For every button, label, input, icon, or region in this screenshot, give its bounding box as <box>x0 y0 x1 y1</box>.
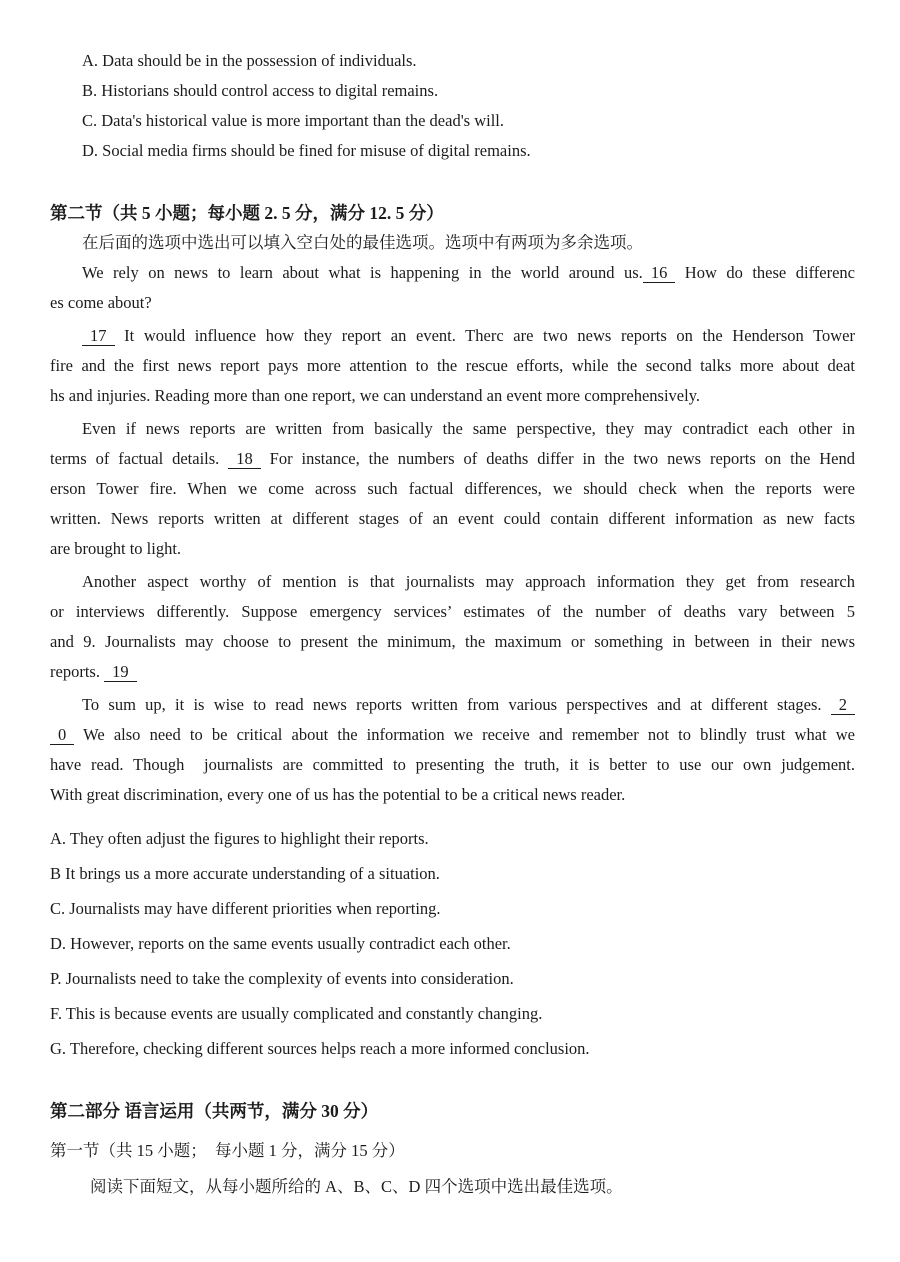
text-run: We also need to be critical about the information we receive and remember not to blindly trust what we <box>74 725 855 744</box>
paragraph-line <box>50 597 855 627</box>
heading-section-2: 第二节（共 5 小题；每小题 2. 5 分，满分 12. 5 分） <box>50 203 444 223</box>
text-run: To sum up, it is wise to read news reports written from various perspectives and at different stages. <box>82 695 831 714</box>
paragraph-line <box>50 474 855 504</box>
options-16-20-a-g-item-5: F. This is because events are usually complicated and constantly changing. <box>50 1004 543 1023</box>
options-reading-a-d-item-1: B. Historians should control access to digital remains. <box>82 81 439 100</box>
heading-part2-section-1: 第一节（共 15 小题； 每小题 1 分，满分 15 分） <box>50 1141 405 1160</box>
text-run: and 9. Journalists may choose to present the minimum, the maximum or something in between in their news <box>50 632 855 651</box>
text-run: It would influence how they report an event. Therc are two news reports on the Henderson Tower <box>114 326 855 345</box>
text-run: hs and injuries. Reading more than one report, we can understand an event more comprehensively. <box>50 386 701 405</box>
text-run: or interviews differently. Suppose emergency services’ estimates of the number of deaths vary between 5 <box>50 602 855 621</box>
options-reading-a-d-item-3: D. Social media firms should be fined for misuse of digital remains. <box>82 141 531 160</box>
options-reading-a-d-item-0: A. Data should be in the possession of individuals. <box>82 51 417 70</box>
text-run: For instance, the numbers of deaths differ in the two news reports on the Hend <box>260 449 855 468</box>
spacer-before-part2 <box>50 1066 855 1096</box>
heading-part-2: 第二部分 语言运用（共两节，满分 30 分） <box>50 1101 379 1121</box>
paragraph-line <box>50 444 855 474</box>
blank-16: 16 <box>643 263 676 283</box>
blank-18: 18 <box>228 449 261 469</box>
para-blank-20 <box>50 690 855 810</box>
blank-19: 19 <box>104 662 137 682</box>
paragraph-line <box>50 567 855 597</box>
options-16-20-a-g-item-4: P. Journalists need to take the complexity of events into consideration. <box>50 969 514 988</box>
blank-20a: 2 <box>831 695 855 715</box>
text-run: How do these differenc <box>675 263 855 282</box>
paragraph-line <box>50 657 855 687</box>
paragraph-line <box>50 381 855 411</box>
para-blank-16 <box>50 258 855 318</box>
paragraph-line <box>50 750 855 780</box>
blank-17: 17 <box>82 326 115 346</box>
text-run: Even if news reports are written from basically the same perspective, they may contradict each other in <box>82 419 855 438</box>
text-run: have read. Though journalists are committed to presenting the truth, it is better to use our own judgement. <box>50 755 855 774</box>
paragraph-line <box>50 627 855 657</box>
blank-20b: 0 <box>50 725 74 745</box>
document-body <box>50 46 855 1202</box>
text-run: We rely on news to learn about what is happening in the world around us. <box>82 263 643 282</box>
text-run: written. News reports written at different stages of an event could contain different information as new facts <box>50 509 855 528</box>
options-16-20-a-g-item-2: C. Journalists may have different priorities when reporting. <box>50 899 441 918</box>
options-16-20-a-g-item-1: B It brings us a more accurate understanding of a situation. <box>50 864 440 883</box>
paragraph-line <box>50 288 855 318</box>
paragraph-line <box>50 321 855 351</box>
options-16-20-a-g <box>50 821 855 1066</box>
paragraph-line <box>50 351 855 381</box>
options-16-20-a-g-item-3: D. However, reports on the same events usually contradict each other. <box>50 934 511 953</box>
options-reading-a-d-item-2: C. Data's historical value is more important than the dead's will. <box>82 111 505 130</box>
text-run: With great discrimination, every one of us has the potential to be a critical news reader. <box>50 785 626 804</box>
spacer-before-options-ag <box>50 813 855 821</box>
instruction-cn-cloze: 阅读下面短文，从每小题所给的 A、B、C、D 四个选项中选出最佳选项。 <box>90 1177 623 1196</box>
options-reading-a-d <box>50 46 855 166</box>
text-run: fire and the first news report pays more attention to the rescue efforts, while the second talks more about deat <box>50 356 855 375</box>
paragraph-line <box>50 504 855 534</box>
options-16-20-a-g-item-0: A. They often adjust the figures to highlight their reports. <box>50 829 429 848</box>
options-16-20-a-g-item-6: G. Therefore, checking different sources helps reach a more informed conclusion. <box>50 1039 590 1058</box>
paragraph-line <box>50 780 855 810</box>
paragraph-line <box>50 258 855 288</box>
paragraph-line <box>50 720 855 750</box>
text-run: es come about? <box>50 293 152 312</box>
text-run: are brought to light. <box>50 539 182 558</box>
paragraph-line <box>50 690 855 720</box>
text-run: terms of factual details. <box>50 449 229 468</box>
spacer-before-section2 <box>50 166 855 198</box>
para-blank-19 <box>50 567 855 687</box>
paragraph-line <box>50 534 855 564</box>
text-run: Another aspect worthy of mention is that journalists may approach information they get from research <box>82 572 855 591</box>
text-run: reports. <box>50 662 105 681</box>
para-blank-18 <box>50 414 855 564</box>
paragraph-line <box>50 414 855 444</box>
spacer-part2-a <box>50 1126 855 1136</box>
text-run: erson Tower fire. When we come across such factual differences, we should check when the reports were <box>50 479 855 498</box>
para-blank-17 <box>50 321 855 411</box>
instruction-cn-section2: 在后面的选项中选出可以填入空白处的最佳选项。选项中有两项为多余选项。 <box>82 233 643 252</box>
